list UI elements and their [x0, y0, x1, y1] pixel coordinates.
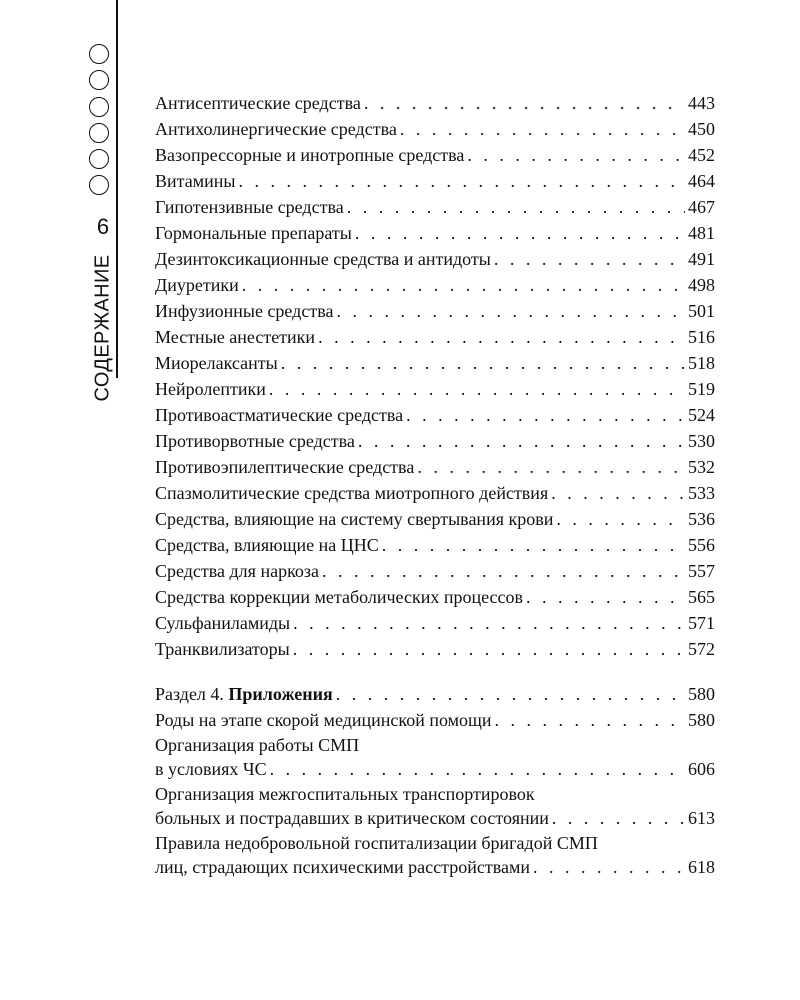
toc-entry — [155, 220, 715, 246]
dot-leader — [238, 168, 685, 194]
circle-icon — [89, 70, 109, 90]
toc-entry-title: Сульфаниламиды — [155, 613, 291, 633]
toc-entry — [155, 584, 715, 610]
toc-entry-page: 565 — [688, 587, 715, 607]
dot-leader — [467, 142, 685, 168]
toc-entry — [155, 168, 715, 194]
toc-entry-page: 443 — [688, 93, 715, 113]
dot-leader — [400, 116, 685, 142]
toc-entry-page: 464 — [688, 171, 715, 191]
dot-leader — [336, 681, 685, 707]
dot-leader — [242, 272, 685, 298]
toc-entry-page: 613 — [688, 808, 715, 828]
dot-leader — [336, 298, 685, 324]
toc-entry-page: 571 — [688, 613, 715, 633]
section-4-name: Приложения — [228, 684, 333, 704]
toc-entry-page: 491 — [688, 249, 715, 269]
toc-entry — [155, 194, 715, 220]
toc-entry-page: 580 — [688, 710, 715, 730]
dot-leader — [551, 480, 685, 506]
toc-entry-line2 — [155, 806, 715, 830]
dot-leader — [293, 636, 685, 662]
toc-entry — [155, 142, 715, 168]
decorative-circles — [89, 44, 115, 202]
dot-leader — [281, 350, 685, 376]
toc-entry-page: 532 — [688, 457, 715, 477]
toc-entry-page: 533 — [688, 483, 715, 503]
circle-icon — [89, 149, 109, 169]
page-number: 6 — [96, 214, 110, 239]
section-4-title — [155, 681, 333, 707]
toc-entry — [155, 830, 715, 879]
toc-entry-title: Средства, влияющие на ЦНС — [155, 535, 379, 555]
toc-entry — [155, 454, 715, 480]
toc-entry-page: 572 — [688, 639, 715, 659]
section-4-prefix: Раздел 4. — [155, 684, 229, 704]
toc-entry — [155, 707, 715, 732]
circle-icon — [89, 123, 109, 143]
toc-entry — [155, 480, 715, 506]
dot-leader — [318, 324, 685, 350]
section-4-heading — [155, 681, 715, 707]
toc-entry-page: 450 — [688, 119, 715, 139]
toc-entry — [155, 116, 715, 142]
circle-icon — [89, 175, 109, 195]
toc-entry — [155, 781, 715, 830]
toc-entry-title: Антисептические средства — [155, 93, 361, 113]
dot-leader — [494, 246, 685, 272]
toc-entry-title: Гормональные препараты — [155, 223, 352, 243]
dot-leader — [526, 584, 685, 610]
toc-entry-page: 481 — [688, 223, 715, 243]
toc-entry-title: Противоэпилептические средства — [155, 457, 415, 477]
toc-entry-title-line1: Правила недобровольной госпитализации бригадой СМП — [155, 833, 598, 853]
toc-entry-page: 516 — [688, 327, 715, 347]
toc-entry-line2 — [155, 855, 715, 879]
dot-leader — [533, 855, 685, 879]
toc-entry-title: Инфузионные средства — [155, 301, 334, 321]
dot-leader — [269, 376, 685, 402]
toc-entry — [155, 272, 715, 298]
dot-leader — [382, 532, 685, 558]
toc-entry-title: Местные анестетики — [155, 327, 316, 347]
toc-entry-line2 — [155, 757, 715, 781]
toc-entry-page: 452 — [688, 145, 715, 165]
dot-leader — [322, 558, 685, 584]
toc-entry-page: 524 — [688, 405, 715, 425]
toc-entry-title: Спазмолитические средства миотропного действия — [155, 483, 549, 503]
toc-entry — [155, 298, 715, 324]
toc-entry — [155, 558, 715, 584]
toc-entry-title: Миорелаксанты — [155, 353, 278, 373]
toc-entry-title-line1: Организация межгоспитальных транспортировок — [155, 784, 535, 804]
toc-entry — [155, 90, 715, 116]
table-of-contents — [155, 90, 715, 879]
toc-entry-title-line2: в условиях ЧС — [155, 759, 267, 779]
toc-entry-page: 467 — [688, 197, 715, 217]
toc-entry-page: 556 — [688, 535, 715, 555]
toc-entry-title: Витамины — [155, 171, 236, 191]
toc-entry-title: Вазопрессорные и инотропные средства — [155, 145, 465, 165]
toc-entry-title: Дезинтоксикационные средства и антидоты — [155, 249, 491, 269]
toc-entry-title: Средства для наркоза — [155, 561, 319, 581]
toc-entry-page: 530 — [688, 431, 715, 451]
toc-entry-title: Противоастматические средства — [155, 405, 404, 425]
toc-entry — [155, 732, 715, 781]
toc-entry-page: 501 — [688, 301, 715, 321]
toc-entry — [155, 350, 715, 376]
toc-entry-title: Гипотензивные средства — [155, 197, 344, 217]
toc-entry-page: 536 — [688, 509, 715, 529]
toc-entry — [155, 610, 715, 636]
toc-entry — [155, 402, 715, 428]
toc-entry-title: Роды на этапе скорой медицинской помощи — [155, 710, 492, 730]
toc-entry-title: Диуретики — [155, 275, 239, 295]
toc-entry-page: 557 — [688, 561, 715, 581]
toc-entry-title: Транквилизаторы — [155, 639, 290, 659]
dot-leader — [495, 708, 685, 732]
dot-leader — [347, 194, 685, 220]
toc-entry — [155, 246, 715, 272]
toc-entry-line — [155, 708, 715, 732]
toc-entry-title-line2: больных и пострадавших в критическом состоянии — [155, 808, 549, 828]
toc-entry-page: 498 — [688, 275, 715, 295]
dot-leader — [355, 220, 685, 246]
toc-entry-title: Нейролептики — [155, 379, 266, 399]
circle-icon — [89, 97, 109, 117]
section-4-entry-list — [155, 707, 715, 879]
toc-entry — [155, 532, 715, 558]
toc-entry-page: 606 — [688, 759, 715, 779]
toc-entry-list — [155, 90, 715, 662]
toc-entry — [155, 376, 715, 402]
toc-entry — [155, 506, 715, 532]
toc-entry-title-line2: лиц, страдающих психическими расстройствами — [155, 857, 530, 877]
dot-leader — [406, 402, 685, 428]
side-vertical-rule — [116, 0, 118, 378]
dot-leader — [293, 610, 685, 636]
toc-entry-title-line1: Организация работы СМП — [155, 735, 360, 755]
dot-leader — [358, 428, 685, 454]
toc-entry-page: 618 — [688, 857, 715, 877]
toc-entry-title: Средства коррекции метаболических процессов — [155, 587, 524, 607]
running-section-label: СОДЕРЖАНИЕ — [91, 254, 114, 402]
dot-leader — [556, 506, 685, 532]
toc-entry-page: 519 — [688, 379, 715, 399]
toc-entry — [155, 428, 715, 454]
toc-entry — [155, 324, 715, 350]
circle-icon — [89, 44, 109, 64]
toc-entry-title: Антихолинергические средства — [155, 119, 397, 139]
toc-entry-title: Противорвотные средства — [155, 431, 355, 451]
dot-leader — [552, 806, 685, 830]
toc-entry-title: Средства, влияющие на систему свертывания крови — [155, 509, 554, 529]
dot-leader — [417, 454, 685, 480]
section-4-page: 580 — [688, 684, 715, 704]
toc-entry — [155, 636, 715, 662]
dot-leader — [364, 90, 685, 116]
dot-leader — [270, 757, 685, 781]
toc-entry-page: 518 — [688, 353, 715, 373]
